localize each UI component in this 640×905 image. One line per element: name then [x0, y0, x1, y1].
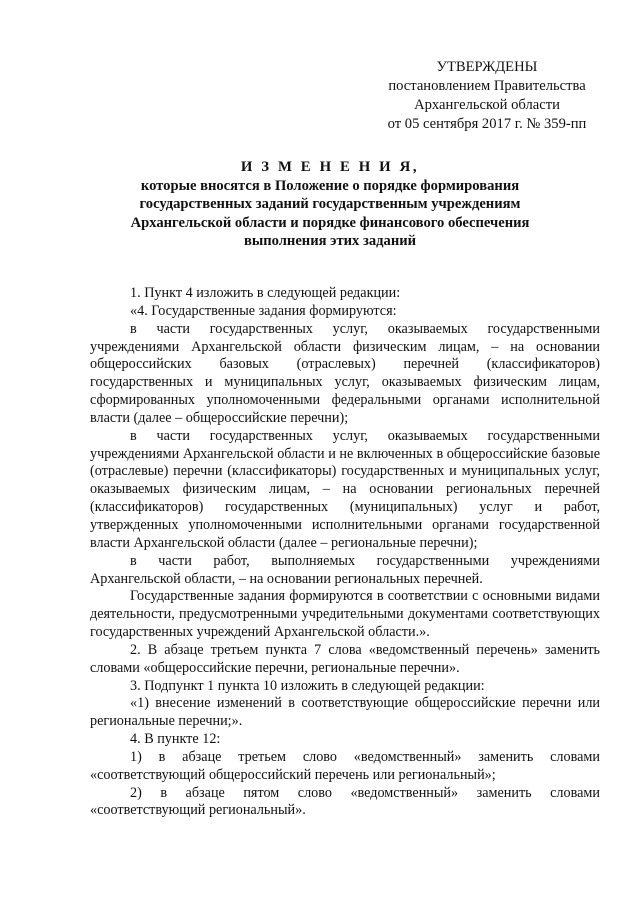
paragraph-item-3: 3. Подпункт 1 пункта 10 изложить в следующей редакции:: [130, 677, 485, 694]
paragraph-services-federal: в части государственных услуг, оказываемых государственными учреждениями Архангельской области физическим лицам, – на основании общероссийских базовых (отраслевых) перечней (классификаторов) государственных и муниципальных услуг, оказываемых физическим лицам, сформированных уполномоченными федеральными органами исполнительной власти (далее – общероссийские перечни);: [90, 320, 600, 426]
paragraph-item-4-sub-2: 2) в абзаце пятом слово «ведомственный» заменить словами «соответствующий региональный».: [90, 784, 600, 819]
document-body: [90, 285, 600, 820]
title-line-3: Архангельской области и порядке финансового обеспечения: [130, 214, 530, 231]
approval-heading: УТВЕРЖДЕНЫ: [436, 59, 538, 75]
title-line-2: государственных заданий государственным учреждениям: [139, 196, 521, 212]
approval-stamp: [372, 58, 602, 134]
paragraph-works: в части работ, выполняемых государственными учреждениями Архангельской области, – на основании региональных перечней.: [90, 552, 600, 587]
paragraph-item-2: 2. В абзаце третьем пункта 7 слова «ведомственный перечень» заменить словами «общероссийские перечни, региональные перечни».: [90, 641, 600, 676]
paragraph-subitem-1: «1) внесение изменений в соответствующие общероссийские перечни или региональные перечни;».: [90, 695, 600, 730]
paragraph-item-4-sub-1: 1) в абзаце третьем слово «ведомственный» заменить словами «соответствующий общероссийский перечень или региональный»;: [90, 748, 600, 783]
title-line-1: которые вносятся в Положение о порядке формирования: [140, 177, 520, 194]
title-heading: И З М Е Н Е Н И Я,: [240, 159, 420, 175]
title-line-4: выполнения этих заданий: [243, 233, 417, 249]
document-title: [80, 158, 580, 251]
paragraph-services-regional: в части государственных услуг, оказываемых государственными учреждениями Архангельской области и не включенных в общероссийские базовые (отраслевые) перечни (классификаторы) государственных и муниципальных услуг, оказываемых физическим лицам, – на основании региональных перечней (классификаторов) государственных (муниципальных) услуг и работ, утвержденных уполномоченными исполнительными органами государственной власти Архангельской области (далее – региональные перечни);: [90, 427, 600, 551]
paragraph-point-4: «4. Государственные задания формируются:: [130, 302, 397, 319]
approval-date-number: от 05 сентября 2017 г. № 359-пп: [387, 116, 587, 132]
paragraph-main-activities: Государственные задания формируются в соответствии с основными видами деятельности, предусмотренными учредительными документами соответствующих государственных учреждений Архангельской области.».: [90, 588, 600, 641]
paragraph-item-1: 1. Пункт 4 изложить в следующей редакции:: [130, 285, 401, 301]
paragraph-item-4: 4. В пункте 12:: [130, 731, 221, 748]
approval-decree-line: постановлением Правительства: [388, 78, 586, 94]
approval-region-line: Архангельской области: [414, 97, 560, 113]
